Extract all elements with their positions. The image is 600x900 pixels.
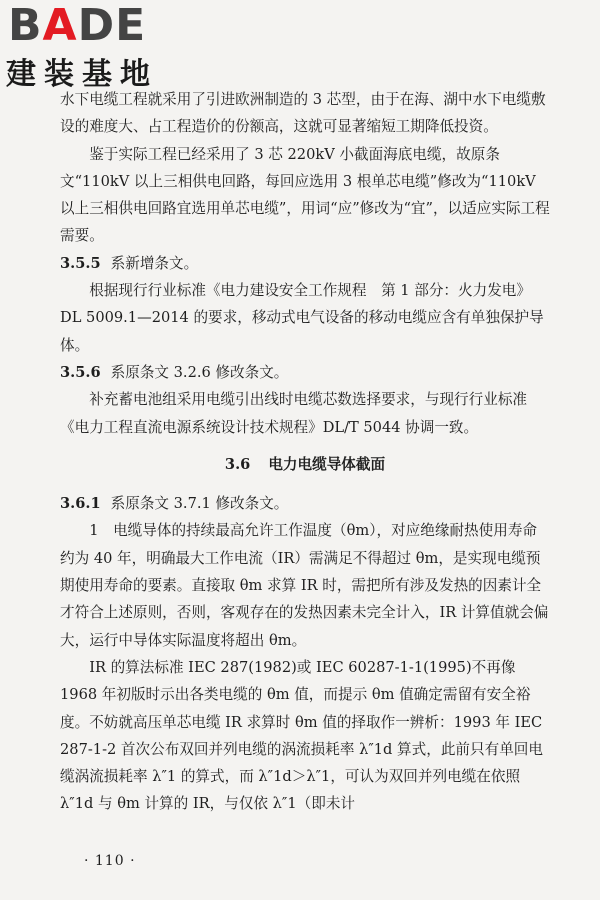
logo-chinese-text: 建装基地	[6, 57, 158, 92]
paragraph: 1 电缆导体的持续最高允许工作温度（θm），对应绝缘耐热使用寿命约为 40 年，明确最大工作电流（IR）需满足不得超过 θm，是实现电缆预期使用寿命的要素。直接取 θm 求算 IR 时，需把所有涉及发热的因素计全才符合上述原则，否则，客观存在的发热因素未完全计入，IR 计算值就会偏大，运行中导体实际温度将超出 θm。	[60, 522, 549, 649]
section-number: 3.6	[224, 455, 251, 473]
clause-heading	[60, 359, 550, 386]
clause-text: 系原条文 3.7.1 修改条文。	[110, 495, 289, 513]
page-number: · 110 ·	[84, 853, 136, 869]
paragraph: 根据现行行业标准《电力建设安全工作规程 第 1 部分：火力发电》DL 5009.1—2014 的要求，移动式电气设备的移动电缆应含有单独保护导体。	[60, 282, 544, 354]
paragraph: 鉴于实际工程已经采用了 3 芯 220kV 小截面海底电缆，故原条文“110kV 以上三相供电回路，每回应选用 3 根单芯电缆”修改为“110kV 以上三相供电回路宜选用单芯电缆”，用词“应”修改为“宜”，以适应实际工程需要。	[60, 145, 550, 245]
paragraph: 补充蓄电池组采用电缆引出线时电缆芯数选择要求，与现行行业标准《电力工程直流电源系统设计技术规程》DL/T 5044 协调一致。	[60, 391, 528, 436]
clause-number: 3.6.1	[60, 495, 101, 513]
clause-number: 3.5.5	[60, 254, 101, 272]
clause-heading	[60, 250, 550, 277]
section-name: 电力电缆导体截面	[268, 455, 386, 473]
clause-heading	[60, 490, 550, 517]
paragraph: IR 的算法标准 IEC 287(1982)或 IEC 60287-1-1(1995)不再像 1968 年初版时示出各类电缆的 θm 值，而提示 θm 值确定需留有安全裕度。不妨就高压单芯电缆 IR 求算时 θm 值的择取作一辨析：1993 年 IEC 287-1-2 首次公布双回并列电缆的涡流损耗率 λ″1d 算式，此前只有单回电缆涡流损耗率 λ″1 的算式，而 λ″1d＞λ″1，可认为双回并列电缆在依照 λ″1d 与 θm 计算的 IR，与仅依 λ″1（即未计	[60, 658, 543, 813]
clause-number: 3.5.6	[60, 363, 101, 381]
logo-bade-wordmark: BADE	[8, 0, 147, 51]
section-title	[60, 451, 550, 478]
brand-logo	[6, 0, 176, 96]
clause-text: 系新增条文。	[110, 254, 199, 272]
paragraph: 水下电缆工程就采用了引进欧洲制造的 3 芯型，由于在海、湖中水下电缆敷设的难度大、占工程造价的份额高，这就可显著缩短工期降低投资。	[60, 91, 546, 136]
clause-text: 系原条文 3.2.6 修改条文。	[110, 363, 289, 381]
document-body	[60, 86, 550, 818]
